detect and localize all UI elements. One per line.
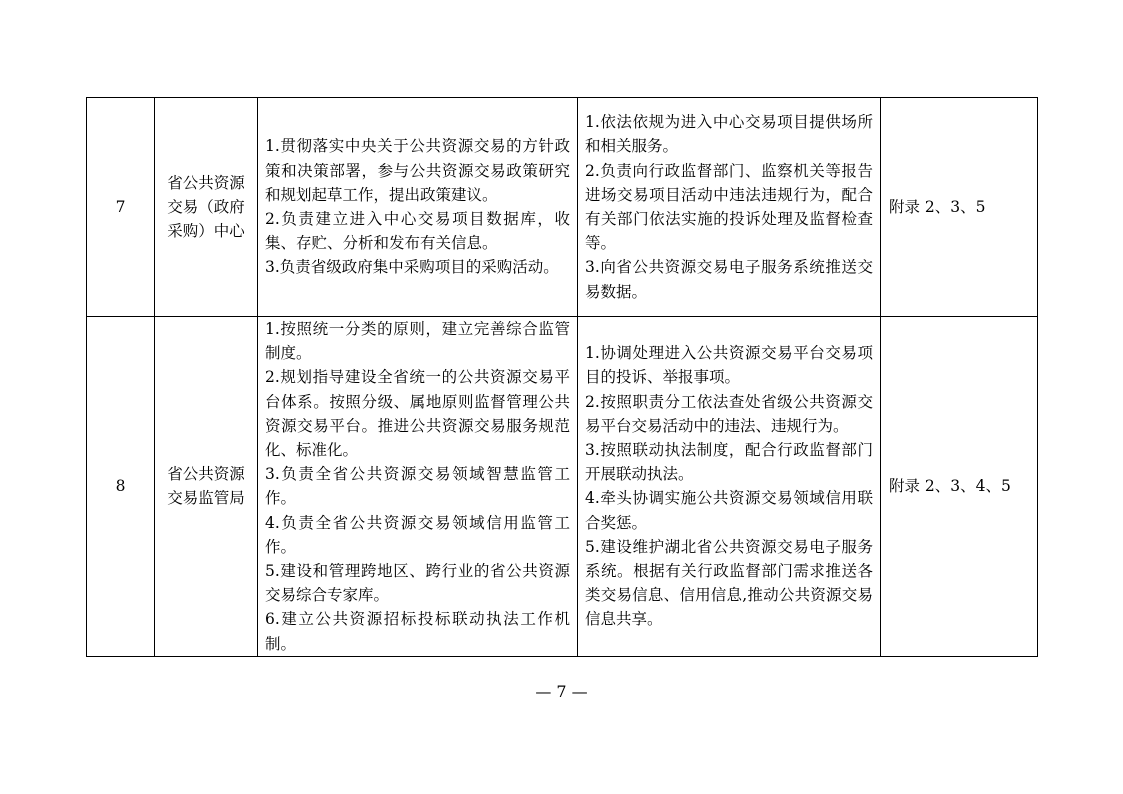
- responsibility-item: 1.依法依规为进入中心交易项目提供场所和相关服务。: [585, 113, 873, 156]
- duty-item: 2.负责建立进入中心交易项目数据库，收集、存贮、分析和发布有关信息。: [265, 210, 570, 253]
- duty-item: 6.建立公共资源招标投标联动执法工作机制。: [265, 610, 570, 653]
- appendix-cell: 附录 2、3、5: [881, 98, 1038, 317]
- appendix-cell: 附录 2、3、4、5: [881, 317, 1038, 657]
- duty-item: 4.负责全省公共资源交易领域信用监管工作。: [265, 513, 570, 556]
- responsibilities-cell: [578, 317, 881, 657]
- responsibility-item: 1.协调处理进入公共资源交易平台交易项目的投诉、举报事项。: [585, 344, 873, 387]
- responsibility-item: 3.按照联动执法制度，配合行政监督部门开展联动执法。: [585, 441, 873, 484]
- row-number-cell: 8: [87, 317, 155, 657]
- table-row-7: [87, 98, 1038, 317]
- row-number-cell: 7: [87, 98, 155, 317]
- table-row-8: [87, 317, 1038, 657]
- responsibility-item: 5.建设维护湖北省公共资源交易电子服务系统。根据有关行政监督部门需求推送各类交易信息、信用信息,推动公共资源交易信息共享。: [585, 537, 873, 629]
- duties-cell: [258, 98, 578, 317]
- duty-item: 3.负责省级政府集中采购项目的采购活动。: [265, 258, 559, 277]
- duty-item: 3.负责全省公共资源交易领域智慧监管工作。: [265, 465, 570, 508]
- responsibility-item: 2.负责向行政监督部门、监察机关等报告进场交易项目活动中违法违规行为，配合有关部门依法实施的投诉处理及监督检查等。: [585, 161, 873, 253]
- responsibility-item: 2.按照职责分工依法查处省级公共资源交易平台交易活动中的违法、违规行为。: [585, 392, 873, 435]
- responsibilities-cell: [578, 98, 881, 317]
- responsibility-table: [86, 97, 1038, 657]
- responsibility-item: 4.牵头协调实施公共资源交易领域信用联合奖惩。: [585, 489, 873, 532]
- duty-item: 1.按照统一分类的原则，建立完善综合监管制度。: [265, 320, 570, 363]
- duty-item: 2.规划指导建设全省统一的公共资源交易平台体系。按照分级、属地原则监督管理公共资源交易平台。推进公共资源交易服务规范化、标准化。: [265, 368, 570, 460]
- duty-item: 5.建设和管理跨地区、跨行业的省公共资源交易综合专家库。: [265, 562, 570, 605]
- page-number: — 7 —: [535, 682, 588, 701]
- unit-name-cell: 省公共资源交易（政府采购）中心: [155, 98, 258, 317]
- unit-name-cell: 省公共资源交易监管局: [155, 317, 258, 657]
- responsibility-item: 3.向省公共资源交易电子服务系统推送交易数据。: [585, 258, 873, 301]
- duties-cell: [258, 317, 578, 657]
- duty-item: 1.贯彻落实中央关于公共资源交易的方针政策和决策部署，参与公共资源交易政策研究和规划起草工作，提出政策建议。: [265, 137, 570, 204]
